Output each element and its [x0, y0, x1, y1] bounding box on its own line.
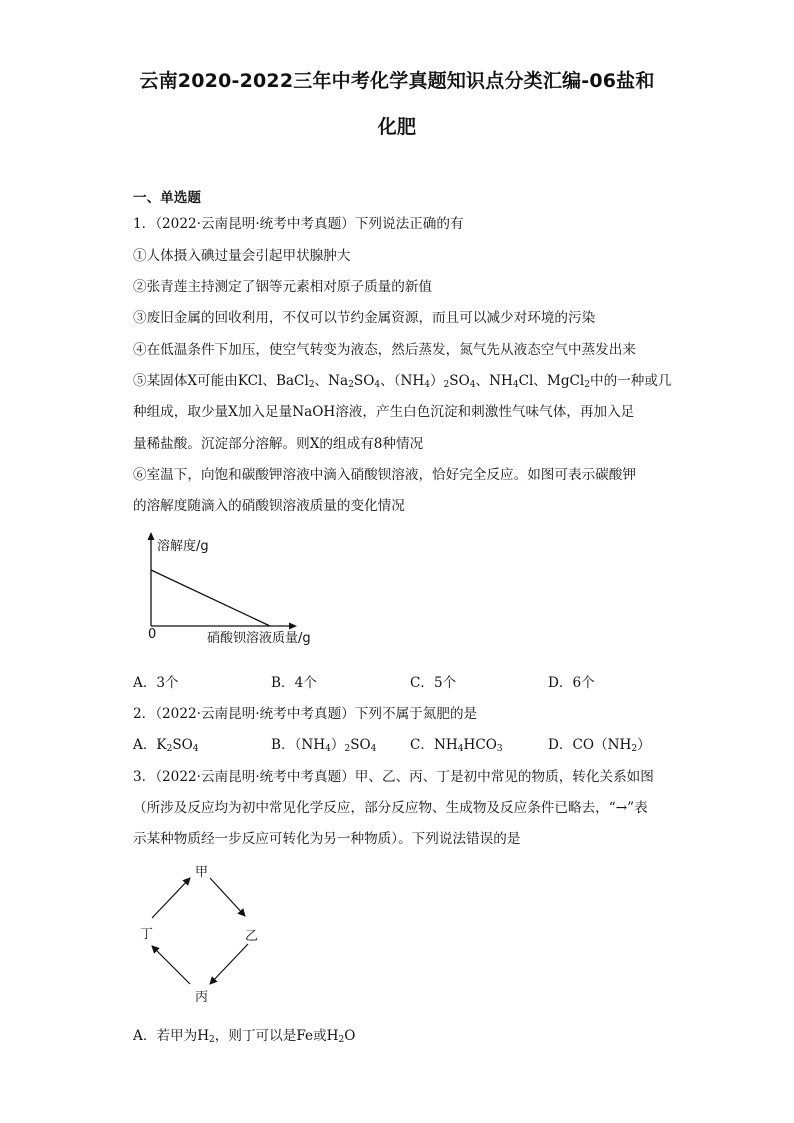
diagram-node-jia: 甲	[195, 865, 209, 880]
arrow-bing-to-ding	[152, 946, 190, 984]
q1-option-d[interactable]: D．6个	[548, 675, 595, 691]
diagram-node-yi: 乙	[245, 929, 259, 944]
page-title-line1: 云南2020-2022三年中考化学真题知识点分类汇编-06盐和	[139, 70, 655, 92]
q1-statement-6-line1: ⑥室温下，向饱和碳酸钾溶液中滴入硝酸钡溶液，恰好完全反应。如图可表示碳酸钾	[133, 467, 636, 483]
conversion-diagram	[130, 858, 270, 1008]
q1-statement-3: ③废旧金属的回收利用，不仅可以节约金属资源，而且可以减少对环境的污染	[133, 310, 596, 326]
section-heading: 一、单选题	[133, 190, 201, 206]
q3-stem-line1: 3．（2022·云南昆明·统考中考真题）甲、乙、丙、丁是初中常见的物质，转化关系如图	[133, 769, 654, 785]
q1-option-a[interactable]: A．3个	[133, 675, 179, 691]
page-title-line2: 化肥	[377, 116, 417, 138]
x-axis-arrow	[289, 623, 297, 630]
arrow-ding-to-jia	[152, 878, 190, 918]
q1-statement-1: ①人体摄入碘过量会引起甲状腺肿大	[133, 248, 351, 264]
q2-option-a[interactable]: A．$K_2SO_4$	[133, 737, 199, 754]
diagram-node-bing: 丙	[195, 990, 209, 1005]
q1-stem: 1．（2022·云南昆明·统考中考真题）下列说法正确的有	[133, 216, 464, 232]
graph-origin-label: 0	[148, 627, 157, 642]
graph-x-label: 硝酸钡溶液质量/g	[207, 631, 311, 646]
q1-statement-6-line2: 的溶解度随滴入的硝酸钡溶液质量的变化情况	[133, 498, 405, 514]
q2-stem: 2．（2022·云南昆明·统考中考真题）下列不属于氮肥的是	[133, 706, 478, 722]
q2-option-b[interactable]: B．$(NH_4)_2SO_4$	[271, 737, 377, 754]
solubility-graph	[140, 530, 340, 650]
q3-stem-line2: （所涉及反应均为初中常见化学反应，部分反应物、生成物及反应条件已略去，“→”表	[133, 800, 648, 816]
q1-statement-5-line3: 量稀盐酸。沉淀部分溶解。则X的组成有8种情况	[133, 436, 424, 452]
q1-option-b[interactable]: B．4个	[271, 675, 317, 691]
q1-statement-4: ④在低温条件下加压，使空气转变为液态，然后蒸发，氮气先从液态空气中蒸发出来	[133, 342, 636, 358]
diagram-node-ding: 丁	[140, 927, 154, 942]
q1-statement-5-line1: ⑤某固体X可能由KCl、BaCl$_2$、$Na_2SO_4$、$(NH_4)_2SO_4$、$NH_4Cl$、MgCl$_2$中的一种或几	[133, 373, 672, 390]
q2-option-c[interactable]: C．$NH_4HCO_3$	[410, 737, 503, 754]
q1-statement-2: ②张青莲主持测定了铟等元素相对原子质量的新值	[133, 279, 433, 295]
graph-y-label: 溶解度/g	[157, 539, 209, 554]
q3-stem-line3: 示某种物质经一步反应可转化为另一种物质）。下列说法错误的是	[133, 831, 521, 847]
q3-option-a[interactable]: A．若甲为$H_2$，则丁可以是Fe或$H_2O$	[133, 1028, 356, 1045]
q1-statement-5-line2: 种组成，取少量X加入足量NaOH溶液，产生白色沉淀和刺激性气味气体，再加入足	[133, 404, 635, 420]
solubility-line	[151, 570, 270, 626]
q2-option-d[interactable]: D．$CO(NH_2)$	[548, 737, 651, 754]
arrow-yi-to-bing	[210, 944, 248, 984]
arrow-jia-to-yi	[210, 878, 245, 916]
q1-option-c[interactable]: C．5个	[410, 675, 457, 691]
y-axis-arrow	[148, 532, 155, 540]
